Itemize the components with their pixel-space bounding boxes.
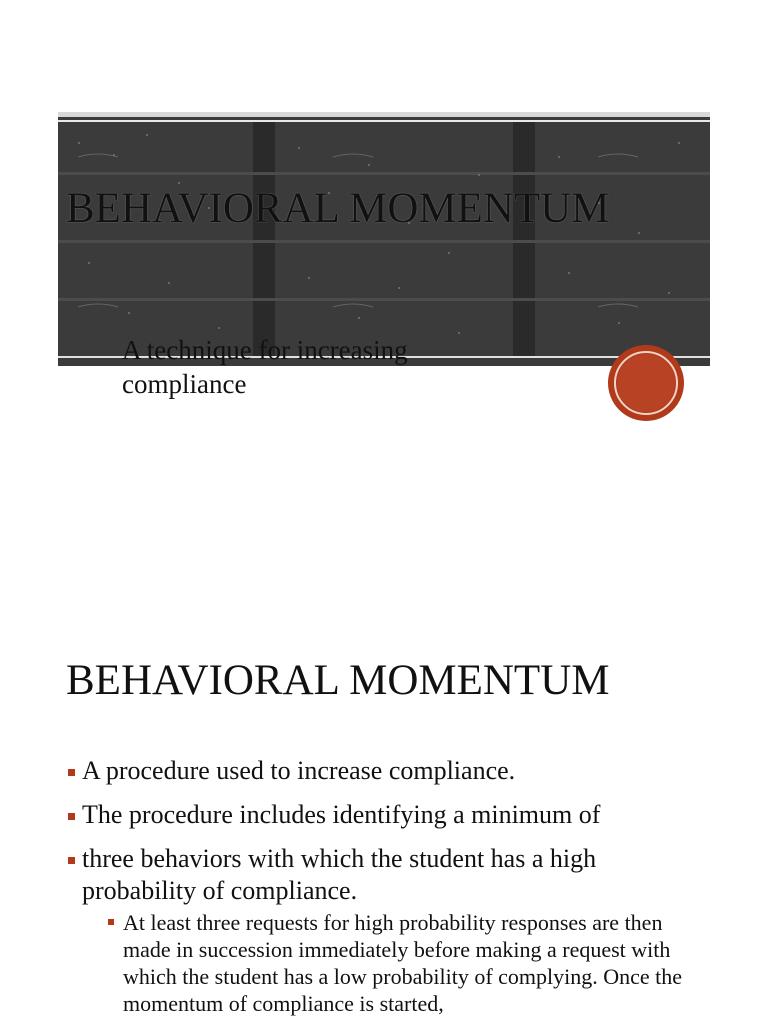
content-slide-title: BEHAVIORAL MOMENTUM [66, 657, 610, 704]
bullet-item: The procedure includes identifying a minimum of [66, 799, 706, 831]
red-circle-emblem-icon [607, 344, 685, 422]
bullet-item [66, 843, 706, 1017]
bullet-item: A procedure used to increase compliance. [66, 755, 706, 787]
sub-bullet-item: At least three requests for high probability responses are then made in succession immediately before making a request with which the student has a low probability of complying. Once the momentum of compliance is started, [106, 909, 706, 1017]
title-banner [58, 112, 710, 366]
sub-bullet-list [82, 909, 706, 1017]
banner-texture [58, 112, 710, 366]
title-slide-heading: BEHAVIORAL MOMENTUM [66, 185, 610, 232]
title-slide-subtitle: A technique for increasing compliance [122, 335, 408, 399]
bullet-item-text: three behaviors with which the student has a high probability of compliance. [82, 844, 597, 905]
bullet-list [66, 755, 706, 1029]
